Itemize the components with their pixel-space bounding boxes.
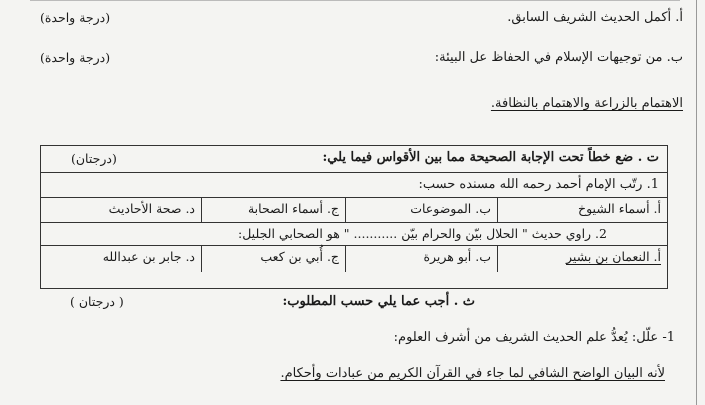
section-th-title: ث . أجب عما يلي حسب المطلوب: xyxy=(282,294,475,309)
q2-option-d[interactable]: د. جابر بن عبدالله xyxy=(102,249,195,264)
multiple-choice-box xyxy=(40,145,668,289)
q2-option-a[interactable] xyxy=(497,246,667,272)
mc-question-2-text: 2. راوي حديث " الحلال بيّن والحرام بيّن ........... " هو الصحابي الجليل: xyxy=(238,226,607,241)
q2-option-b[interactable]: ب. أبو هريرة xyxy=(345,246,497,272)
answer-b: الاهتمام بالزراعة والاهتمام بالنظافة. xyxy=(490,96,683,111)
mc-question-2 xyxy=(41,223,667,246)
mc-question-1-text: 1. رتّب الإمام أحمد رحمه الله مسنده حسب: xyxy=(418,177,659,192)
q1-option-b[interactable]: ب. الموضوعات xyxy=(345,198,497,222)
section-th-question-1: 1- علّل: يُعدُّ علم الحديث الشريف من أشرف العلوم: xyxy=(393,330,675,345)
q2-option-a-text: أ. النعمان بن بشير xyxy=(566,249,661,264)
right-border xyxy=(696,0,697,405)
q1-option-c[interactable]: ج. أسماء الصحابة xyxy=(201,198,345,222)
q1-option-d[interactable]: د. صحة الأحاديث xyxy=(108,201,195,216)
question-b-points: (درجة واحدة) xyxy=(40,50,111,65)
mc-question-1-options xyxy=(41,198,667,223)
section-t-title: ت . ضع خطاً تحت الإجابة الصحيحة مما بين الأقواس فيما يلي: xyxy=(322,150,659,165)
mc-question-1 xyxy=(41,173,667,198)
question-b: ب. من توجيهات الإسلام في الحفاظ عل البيئة: xyxy=(434,50,683,65)
section-t-header xyxy=(41,146,667,173)
q2-option-c[interactable]: ج. أُبي بن كعب xyxy=(201,246,345,272)
section-t-points: (درجتان) xyxy=(71,151,117,166)
section-th-points: ( درجتان ) xyxy=(70,294,124,309)
question-a: أ. أكمل الحديث الشريف السابق. xyxy=(507,10,683,25)
q1-option-a[interactable]: أ. أسماء الشيوخ xyxy=(497,198,667,222)
top-border xyxy=(30,0,680,1)
section-th-answer: لأنه البيان الواضح الشافي لما جاء في القرآن الكريم من عبادات وأحكام. xyxy=(280,366,665,381)
mc-question-2-options xyxy=(41,246,667,288)
question-a-points: (درجة واحدة) xyxy=(40,10,111,25)
